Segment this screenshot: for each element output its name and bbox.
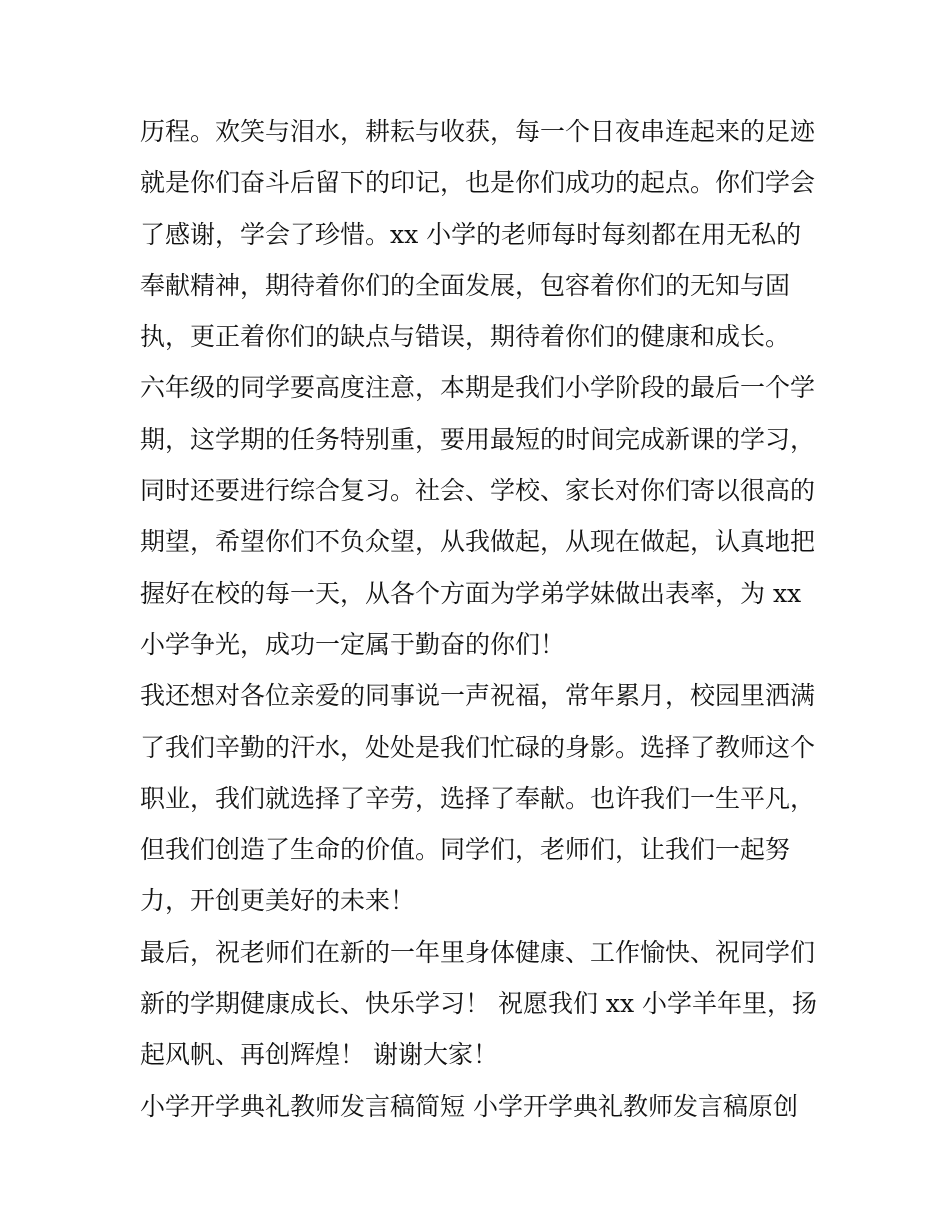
body-text bbox=[140, 106, 820, 1132]
text-line: 奉献精神，期待着你们的全面发展，包容着你们的无知与固 bbox=[140, 270, 791, 300]
text-line: 期，这学期的任务特别重，要用最短的时间完成新课的学习， bbox=[140, 424, 816, 454]
text-line: 同时还要进行综合复习。社会、学校、家长对你们寄以很高的 bbox=[140, 476, 816, 506]
text-line: 了感谢，学会了珍惜。xx 小学的老师每时每刻都在用无私的 bbox=[140, 219, 802, 249]
text-line: 最后，祝老师们在新的一年里身体健康、工作愉快、祝同学们 bbox=[140, 937, 816, 967]
text-line: 我还想对各位亲爱的同事说一声祝福，常年累月，校园里洒满 bbox=[140, 681, 816, 711]
text-line: 但我们创造了生命的价值。同学们，老师们，让我们一起努 bbox=[140, 835, 791, 865]
text-line: 六年级的同学要高度注意，本期是我们小学阶段的最后一个学 bbox=[140, 373, 816, 403]
text-line: 起风帆、再创辉煌！ 谢谢大家！ bbox=[140, 1040, 498, 1070]
text-line: 期望，希望你们不负众望，从我做起，从现在做起，认真地把 bbox=[140, 527, 816, 557]
text-line: 就是你们奋斗后留下的印记，也是你们成功的起点。你们学会 bbox=[140, 168, 816, 198]
text-line: 了我们辛勤的汗水，处处是我们忙碌的身影。选择了教师这个 bbox=[140, 732, 816, 762]
text-line: 执，更正着你们的缺点与错误，期待着你们的健康和成长。 bbox=[140, 322, 791, 352]
text-line: 历程。欢笑与泪水，耕耘与收获，每一个日夜串连起来的足迹 bbox=[140, 117, 816, 146]
text-line: 新的学期健康成长、快乐学习！ 祝愿我们 xx 小学羊年里，扬 bbox=[140, 989, 818, 1019]
text-line: 小学开学典礼教师发言稿简短 小学开学典礼教师发言稿原创 bbox=[140, 1091, 798, 1121]
text-line: 力，开创更美好的未来！ bbox=[140, 886, 416, 916]
text-line: 握好在校的每一天，从各个方面为学弟学妹做出表率，为 xx bbox=[140, 578, 802, 608]
text-line: 小学争光，成功一定属于勤奋的你们！ bbox=[140, 629, 566, 659]
text-line: 职业，我们就选择了辛劳，选择了奉献。也许我们一生平凡， bbox=[140, 783, 816, 813]
